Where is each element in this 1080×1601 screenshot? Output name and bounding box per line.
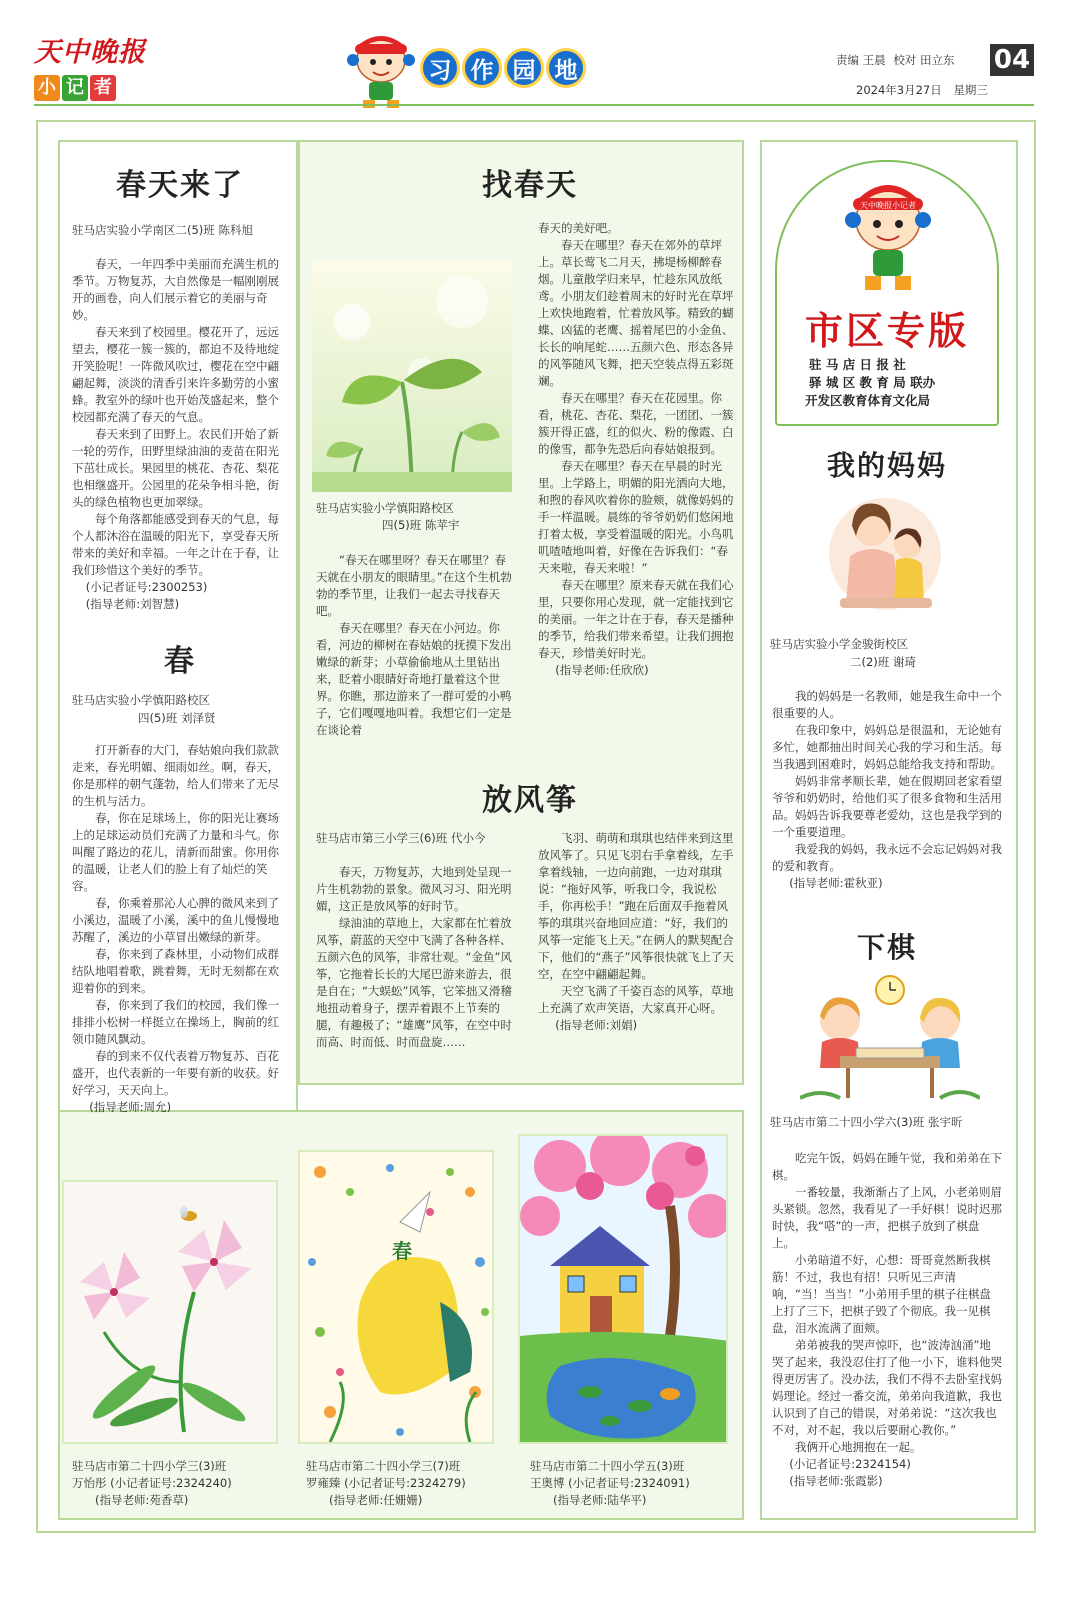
paragraph: 吃完午饭，妈妈在睡午觉，我和弟弟在下棋。 [772, 1151, 1002, 1182]
badge-char-2: 记 [62, 75, 88, 101]
reporter-id: (小记者证号:2324154) [789, 1457, 911, 1471]
article-body-spring-came [72, 256, 290, 613]
paragraph: 弟弟被我的哭声惊吓，也“波涛汹涌”地哭了起来，我没忍住打了他一小下，谁料他哭得更厉害了。没办法，我们不得不去卧室找妈妈理论。经过一番交流，弟弟向我道歉，我也认识到了自己的错误，对弟弟说：“这次我也不对，对不起，我以后要耐心教你。” [772, 1338, 1002, 1437]
teacher-note: (指导老师:张霞影) [789, 1474, 883, 1488]
artwork-lily-painting [62, 1180, 278, 1444]
article-title-spring-came: 春天来了 [116, 168, 244, 203]
paragraph: 春，你乘着那沁人心脾的微风来到了小溪边，温暖了小溪，溪中的鱼儿慢慢地苏醒了，溪边的小草冒出嫩绿的新芽。 [72, 896, 279, 944]
paragraph: 春天来到了校园里。樱花开了，远远望去，樱花一簇一簇的，都迫不及待地绽开笑脸呢！一阵微风吹过，樱花在空中翩翩起舞，淡淡的清香引来许多勤劳的小蜜蜂。教室外的绿叶也开始茂盛起来，整个校园都充满了春天的气息。 [72, 325, 279, 424]
mascot-icon [843, 178, 933, 298]
byline-find-spring-school: 驻马店实验小学慎阳路校区 [316, 501, 454, 515]
caption-school: 驻马店市第二十四小学五(3)班 [530, 1459, 685, 1473]
paragraph: 我爱我的妈妈，我永远不会忘记妈妈对我的爱和教育。 [772, 842, 1002, 873]
column-char-1: 习 [420, 48, 460, 88]
byline-spring-school: 驻马店实验小学慎阳路校区 [72, 693, 210, 707]
reporter-id: (小记者证号:2300253) [85, 580, 208, 594]
caption-author: 王奥博 (小记者证号:2324091) [530, 1476, 690, 1490]
byline-find-spring-class: 四(5)班 陈苹宇 [382, 518, 460, 532]
teacher-note: (指导老师:任欣欣) [555, 663, 649, 677]
column-char-2: 作 [462, 48, 502, 88]
byline-kite: 驻马店市第三小学三(6)班 代小今 [316, 831, 486, 845]
mother-child-illustration [820, 486, 950, 616]
article-body-kite-right [538, 830, 734, 1034]
org-line-2: 驿 城 区 教 育 局 [809, 375, 906, 390]
paragraph: 我的妈妈是一名教师，她是我生命中一个很重要的人。 [772, 689, 1002, 720]
article-title-kite: 放风筝 [482, 783, 578, 818]
brand-title: 天中晚报 [34, 37, 146, 68]
paragraph: 小弟暗道不好，心想：哥哥竟然断我棋筋！不过，我也有招！只听见三声清响，“当！当当！”小弟用手里的棋子往棋盘上打了三下，把棋子毁了个彻底。我一见棋盘，泪水流满了面颊。 [772, 1253, 991, 1335]
article-title-find-spring: 找春天 [482, 168, 578, 203]
reporter-badge [34, 75, 184, 101]
org-line-1: 驻 马 店 日 报 社 [809, 357, 906, 372]
column-title [420, 48, 620, 98]
paragraph: 春天在哪里？春天在小河边。你看，河边的柳树在春姑娘的抚摸下发出嫩绿的新芽；小草偷偷地从土里钻出来，眨着小眼睛好奇地打量着这个世界。你瞧，那边游来了一群可爱的小鸭子，它们嘎嘎地叫着。我想它们一定是在谈论着 [316, 621, 512, 737]
paragraph-continued: 春天的美好吧。 [538, 221, 619, 235]
article-body-find-spring-left [316, 552, 514, 739]
byline-chess: 驻马店市第二十四小学六(3)班 张宇昕 [770, 1115, 963, 1129]
caption-author: 罗雍臻 (小记者证号:2324279) [306, 1476, 466, 1490]
caption-teacher: (指导老师:陆华平) [553, 1493, 647, 1507]
editor-info [836, 52, 996, 68]
teacher-note: (指导老师:霍秋亚) [789, 876, 883, 890]
artwork-house-painting [518, 1134, 728, 1444]
paragraph: 春天在哪里？原来春天就在我们心里，只要你用心发现，就一定能找到它的美丽。一年之计在于春，春天是播种的季节，给我们带来希望。让我们拥抱春天，珍惜美好时光。 [538, 578, 734, 660]
page-number: 04 [990, 44, 1034, 76]
artwork-caption-3 [530, 1458, 750, 1509]
article-title-mom: 我的妈妈 [826, 449, 947, 482]
byline-spring-class: 四(5)班 刘泽贤 [138, 711, 216, 725]
paragraph: 每个角落都能感受到春天的气息，每个人都沐浴在温暖的阳光下，享受春天所带来的美好和幸福。一年之计在于春，让我们珍惜这个美好的季节。 [72, 512, 279, 577]
org-line-2-row [809, 374, 999, 392]
article-body-spring [72, 742, 290, 1116]
painted-spring-text: 春 [392, 1239, 412, 1263]
article-body-kite-left [316, 864, 514, 1051]
date-text: 2024年3月27日 [856, 83, 942, 97]
caption-teacher: (指导老师:苑香草) [95, 1493, 189, 1507]
paragraph: 春，你来到了我们的校园，我们像一排排小松树一样挺立在操场上，胸前的红领巾随风飘动。 [72, 998, 279, 1046]
kids-playing-chess-illustration [800, 968, 980, 1103]
caption-school: 驻马店市第二十四小学三(3)班 [72, 1459, 227, 1473]
issue-date [856, 82, 1036, 98]
badge-char-1: 小 [34, 75, 60, 101]
proofreader-name: 田立东 [919, 53, 955, 67]
special-edition-title: 市区专版 [804, 308, 969, 353]
byline-spring-came: 驻马店实验小学南区二(5)班 陈科旭 [72, 223, 253, 237]
paragraph: 春，你在足球场上，你的阳光让赛场上的足球运动员们充满了力量和斗气。你叫醒了路边的花儿，清新而甜蜜。你用你的温暖，让老人们的脸上有了灿烂的笑容。 [72, 811, 279, 893]
teacher-note: (指导老师:刘智慧) [85, 597, 180, 611]
joint-label: 联办 [910, 375, 936, 390]
article-body-mom [772, 688, 1002, 892]
paragraph: 在我印象中，妈妈总是很温和，无论她有多忙，她都抽出时间关心我的学习和生活。每当我遇到困难时，妈妈总能给我支持和帮助。 [772, 723, 1002, 771]
paragraph: 春天，一年四季中美丽而充满生机的季节。万物复苏，大自然像是一幅刚刚展开的画卷，向人们展示着它的美丽与奇妙。 [72, 257, 279, 322]
teacher-note: (指导老师:周允) [89, 1100, 172, 1114]
article-body-chess [772, 1150, 1002, 1490]
article-title-chess: 下棋 [856, 931, 917, 964]
paragraph: 打开新春的大门，春姑娘向我们款款走来，春光明媚、细雨如丝。啊，春天，你是那样的朝气蓬勃，给人们带来了无尽的生机与活力。 [72, 743, 279, 808]
masthead [34, 30, 184, 110]
paragraph: 春天，万物复苏，大地到处呈现一片生机勃勃的景象。微风习习、阳光明媚，这正是放风筝的好时节。 [316, 865, 512, 913]
byline-mom-school: 驻马店实验小学金骏街校区 [770, 637, 908, 651]
teacher-note: (指导老师:刘娟) [555, 1018, 638, 1032]
paragraph: “春天在哪里呀？春天在哪里？春天就在小朋友的眼睛里。”在这个生机勃勃的季节里，让我们一起去寻找春天吧。 [316, 553, 512, 618]
editor-name: 王晨 [862, 53, 886, 67]
paragraph: 一番较量，我渐渐占了上风，小老弟则眉头紧锁。忽然，我看见了一手好棋！说时迟那时快，我“嗒”的一声，把棋子放到了棋盘上。 [772, 1185, 1002, 1250]
proof-label: 校对 [893, 53, 917, 67]
mascot-cap-text: 天中晚报小记者 [860, 201, 916, 210]
paragraph: 我俩开心地拥抱在一起。 [795, 1440, 922, 1454]
paragraph: 绿油油的草地上，大家都在忙着放风筝，蔚蓝的天空中飞满了各种各样、五颜六色的风筝，非常壮观。“金鱼”风筝，它拖着长长的大尾巴游来游去，很是自在；“大蜈蚣”风筝，它笨拙又滑稽地扭动着身子，摆弄着跟不上节奏的腿，有趣极了；“雄鹰”风筝，在空中时而高、时而低、时而盘旋…… [316, 916, 512, 1049]
paragraph: 天空飞满了千姿百态的风筝，草地上充满了欢声笑语，大家真开心呀。 [538, 984, 734, 1015]
artwork-caption-2 [306, 1458, 526, 1509]
special-edition-box [775, 160, 999, 426]
column-char-4: 地 [546, 48, 586, 88]
paragraph: 春天在哪里？春天在郊外的草坪上。草长莺飞二月天，拂堤杨柳醉春烟。儿童散学归来早，忙趁东风放纸鸢。小朋友们趁着周末的好时光在草坪上欢快地跑着，忙着放风筝。精致的蝴蝶、凶猛的老鹰、摇着尾巴的小金鱼、长长的响尾蛇……五颜六色、形态各异的风筝随风飞舞，把天空装点得五彩斑斓。 [538, 238, 734, 388]
paragraph: 春的到来不仅代表着万物复苏、百花盛开，也代表新的一年要有新的收获。好好学习，天天向上。 [72, 1049, 279, 1097]
paragraph: 妈妈非常孝顺长辈，她在假期回老家看望爷爷和奶奶时，给他们买了很多食物和生活用品。妈妈告诉我要尊老爱幼，这也是我学到的一个重要道理。 [772, 774, 1002, 839]
column-char-3: 园 [504, 48, 544, 88]
header-rule [34, 104, 1034, 106]
artwork-caption-1 [72, 1458, 292, 1509]
article-body-find-spring-right [538, 220, 734, 679]
paragraph: 春天来到了田野上。农民们开始了新一轮的劳作，田野里绿油油的麦苗在阳光下茁壮成长。果园里的桃花、杏花、梨花也相继盛开。公园里的花朵争相斗艳，街头的绿色植物也更加翠绿。 [72, 427, 279, 509]
paragraph: 春，你来到了森林里，小动物们成群结队地唱着歌，跳着舞，无时无刻都在欢迎着你的到来。 [72, 947, 279, 995]
caption-school: 驻马店市第二十四小学三(7)班 [306, 1459, 461, 1473]
paragraph: 春天在哪里？春天在早晨的时光里。上学路上，明媚的阳光洒向大地，和煦的春风吹着你的脸颊，就像妈妈的手一样温暖。晨练的爷爷奶奶们悠闲地打着太极，享受着温暖的阳光。小鸟叽叽喳喳地叫着，好像在告诉我们：“春天来啦，春天来啦！” [538, 459, 734, 575]
artwork-spring-painting [298, 1150, 494, 1444]
mascot-icon [345, 30, 417, 110]
editor-label: 责编 [836, 53, 859, 67]
paragraph: 飞羽、萌萌和琪琪也结伴来到这里放风筝了。只见飞羽右手拿着线，左手拿着线轴，一边向前跑，一边对琪琪说：“拖好风筝，听我口令，我说松手，你再松手！”跑在后面双手拖着风筝的琪琪兴奋地回应道：“好，我们的风筝一定能飞上天。”在俩人的默契配合下，他们的“燕子”风筝很快就飞上了天空，在空中翩翩起舞。 [538, 831, 734, 981]
byline-mom-class: 二(2)班 谢琦 [850, 655, 916, 669]
badge-char-3: 者 [90, 75, 116, 101]
article-title-spring: 春 [164, 644, 196, 679]
org-line-3: 开发区教育体育文化局 [805, 393, 931, 408]
caption-teacher: (指导老师:任姗姗) [329, 1493, 423, 1507]
weekday-text: 星期三 [953, 83, 988, 97]
paragraph: 春天在哪里？春天在花园里。你看，桃花、杏花、梨花，一团团、一簇簇开得正盛，红的似火、粉的像霞、白的像雪，都争先恐后向春姑娘报到。 [538, 391, 734, 456]
caption-author: 万怡彤 (小记者证号:2324240) [72, 1476, 232, 1490]
spring-sprout-illustration [312, 262, 512, 492]
org-list [805, 356, 999, 410]
